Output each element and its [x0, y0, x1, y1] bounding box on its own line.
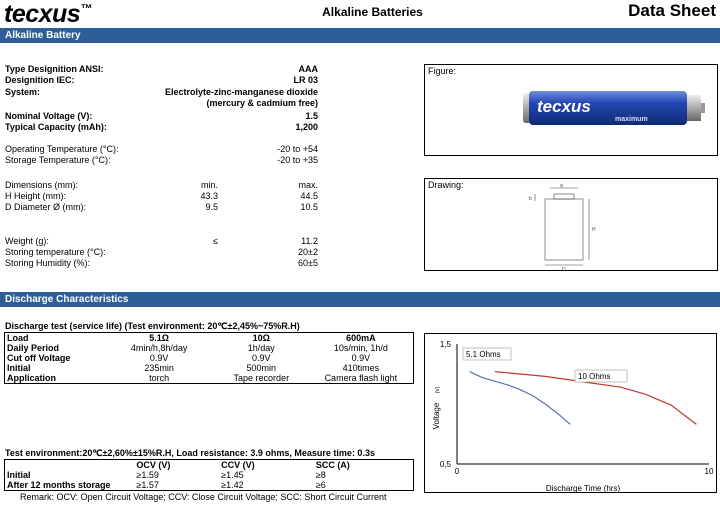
figure-box — [424, 64, 718, 156]
dimensions-label: Dimensions (mm): — [5, 180, 79, 190]
drawing-top-mark: a — [560, 183, 563, 189]
battery-image — [425, 65, 719, 157]
table-header-row — [5, 460, 414, 471]
legend-label-0: 5.1 Ohms — [466, 350, 501, 359]
voltage-value: 1.5 — [305, 111, 318, 121]
diameter-label: D Diameter Ø (mm): — [5, 202, 86, 212]
section-header-alkaline-battery: Alkaline Battery — [0, 28, 720, 43]
table-row — [5, 343, 414, 353]
figure-label: Figure: — [428, 66, 457, 76]
cell: 10s/min, 1h/d — [309, 343, 414, 353]
header-cell — [5, 460, 135, 471]
remark-text: Remark: OCV: Open Circuit Voltage; CCV: Close Circuit Voltage; SCC: Short Circuit Current — [20, 492, 387, 502]
battery-brand-text: tecxus — [537, 97, 591, 116]
storing-temp-label: Storing temperature (°C): — [5, 247, 106, 257]
height-label: H Height (mm): — [5, 191, 67, 201]
cell: ≥8 — [314, 470, 414, 480]
header-cell: SCC (A) — [314, 460, 414, 471]
storing-humidity-label: Storing Humidity (%): — [5, 258, 91, 268]
cell: 600mA — [309, 333, 414, 344]
dimensions-max-header: max. — [298, 180, 318, 190]
cell: ≥6 — [314, 480, 414, 491]
page-title: Alkaline Batteries — [322, 5, 423, 19]
op-temp-value: -20 to +54 — [277, 144, 318, 154]
battery-drawing — [425, 179, 719, 272]
cell: 0.9V — [252, 353, 271, 363]
y-tick-label: 0,5 — [439, 460, 451, 469]
x-tick-label: 0 — [454, 467, 460, 476]
table-row — [5, 353, 414, 363]
ansi-label: Type Designition ANSI: — [5, 64, 104, 74]
y-axis-label: Voltage — [432, 402, 441, 430]
system-label: System: — [5, 87, 41, 97]
storing-temp-value: 20±2 — [298, 247, 318, 257]
cell: torch — [104, 373, 214, 384]
table-row — [5, 470, 414, 480]
row-label: Daily Period — [5, 343, 105, 353]
table-row — [5, 363, 414, 373]
weight-symbol: ≤ — [213, 236, 218, 246]
cell: 235min — [144, 363, 174, 373]
weight-label: Weight (g): — [5, 236, 49, 246]
header-cell: OCV (V) — [134, 460, 219, 471]
row-label: Load — [5, 333, 105, 344]
document-type: Data Sheet — [628, 1, 716, 20]
table-row — [5, 480, 414, 491]
st-temp-value: -20 to +35 — [277, 155, 318, 165]
row-label: Initial — [5, 470, 135, 480]
row-label: After 12 months storage — [5, 480, 135, 491]
series-line-0 — [470, 372, 571, 425]
test2-caption: Test environment:20℃±2,60%±15%R.H, Load resistance: 3.9 ohms, Measure time: 0.3s — [5, 448, 375, 458]
y-tick-label: 1,5 — [439, 340, 451, 349]
header-cell: CCV (V) — [219, 460, 314, 471]
table-row — [5, 373, 414, 384]
drawing-label: Drawing: — [428, 180, 464, 190]
row-label: Application — [5, 373, 105, 384]
cell: 10Ω — [214, 333, 309, 344]
discharge-caption: Discharge test (service life) (Test environment: 20℃±2,45%~75%R.H) — [5, 321, 300, 331]
cell: Camera flash light — [309, 373, 414, 384]
test2-table — [4, 459, 414, 491]
cell: ≥1.42 — [219, 480, 314, 491]
cell: 4min/h,8h/day — [130, 343, 188, 353]
cell: Tape recorder — [214, 373, 309, 384]
x-axis-label: Discharge Time (hrs) — [545, 484, 621, 493]
drawing-side-mark: b — [529, 196, 532, 202]
height-max: 44.5 — [300, 191, 318, 201]
cell: 5.1Ω — [104, 333, 214, 344]
cell: 0.9V — [309, 353, 414, 363]
x-tick-label: 10 — [704, 467, 714, 476]
capacity-label: Typical Capacity (mAh): — [5, 122, 107, 132]
cell: 410times — [309, 363, 414, 373]
iec-label: Designition IEC: — [5, 75, 75, 85]
cell: ≥1.57 — [134, 480, 219, 491]
discharge-chart — [425, 334, 718, 494]
voltage-label: Nominal Voltage (V): — [5, 111, 93, 121]
iec-value: LR 03 — [293, 75, 318, 85]
drawing-box — [424, 178, 718, 271]
row-label: Cut off Voltage — [5, 353, 105, 363]
weight-value: 11.2 — [301, 236, 318, 246]
brand-logo: tecxus™ — [4, 0, 92, 28]
diameter-max: 10.5 — [300, 202, 318, 212]
diameter-min: 9.5 — [205, 202, 218, 212]
storing-humidity-value: 60±5 — [298, 258, 318, 268]
cell: 0.9V — [149, 353, 169, 363]
legend-label-1: 10 Ohms — [578, 372, 611, 381]
section-header-discharge: Discharge Characteristics — [0, 292, 720, 307]
drawing-diameter-mark: D — [562, 267, 566, 272]
discharge-chart-box — [424, 333, 717, 493]
y-axis-unit: (V) — [435, 386, 441, 394]
cell: ≥1.45 — [221, 470, 244, 480]
discharge-table — [4, 332, 414, 384]
cell: 500min — [246, 363, 277, 373]
drawing-height-mark: H — [592, 227, 596, 233]
dimensions-min-header: min. — [200, 180, 218, 190]
capacity-value: 1,200 — [295, 122, 318, 132]
cell: 1h/day — [247, 343, 275, 353]
st-temp-label: Storage Temperature (°C): — [5, 155, 111, 165]
system-value-note: (mercury & cadmium free) — [206, 98, 318, 108]
battery-sub-text: maximum — [615, 116, 648, 123]
table-row — [5, 333, 414, 344]
cell: ≥1.59 — [136, 470, 159, 480]
system-value: Electrolyte-zinc-manganese dioxide — [164, 87, 318, 97]
op-temp-label: Operating Temperature (°C): — [5, 144, 119, 154]
row-label: Initial — [5, 363, 105, 373]
ansi-value: AAA — [298, 64, 318, 74]
height-min: 43.3 — [200, 191, 218, 201]
